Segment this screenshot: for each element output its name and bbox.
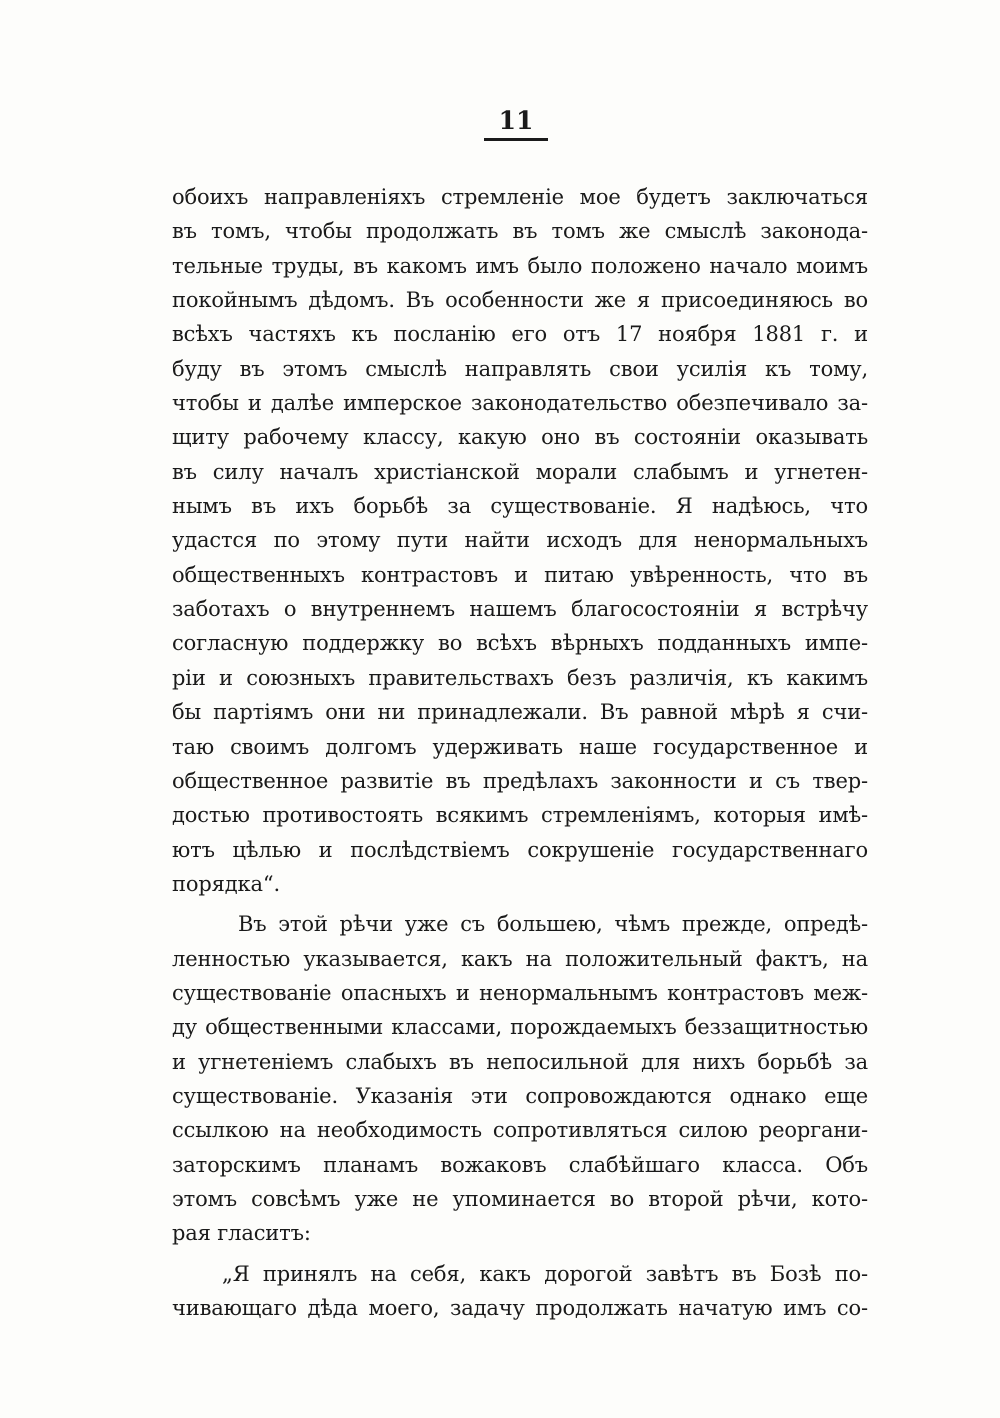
text-line: чтобы и далѣе имперское законодательство обезпечивало за- [172, 391, 868, 416]
text-line: Въ этой рѣчи уже съ большею, чѣмъ прежде, опредѣ- [238, 912, 868, 937]
page-number-underline [484, 138, 548, 141]
paragraph-1 [172, 180, 868, 901]
text-line: бы партіямъ они ни принадлежали. Въ равной мѣрѣ я счи- [172, 700, 868, 725]
text-line: покойнымъ дѣдомъ. Въ особенности же я присоединяюсь во [172, 288, 868, 313]
text-line: тельные труды, въ какомъ имъ было положено начало моимъ [172, 253, 868, 278]
text-line: въ силу началъ христіанской морали слабымъ и угнетен- [172, 459, 868, 484]
text-line: обоихъ направленіяхъ стремленіе мое будетъ заключаться [172, 185, 868, 209]
text-line: заботахъ о внутреннемъ нашемъ благосостояніи я встрѣчу [172, 597, 868, 622]
text-line: чивающаго дѣда моего, задачу продолжать начатую имъ со- [172, 1296, 868, 1320]
text-line: общественныхъ контрастовъ и питаю увѣренность, что въ [172, 562, 868, 587]
text-line: таю своимъ долгомъ удерживать наше государственное и [172, 734, 868, 759]
text-line: достью противостоять всякимъ стремленіямъ, которыя имѣ- [172, 803, 868, 828]
text-line: заторскимъ планамъ вожаковъ слабѣйшаго класса. Объ [172, 1152, 868, 1177]
text-line: ссылкою на необходимость сопротивляться силою реоргани- [172, 1118, 868, 1143]
text-line: ютъ цѣлью и послѣдствіемъ сокрушеніе государственнаго [172, 837, 868, 862]
text-line: щиту рабочему классу, какую оно въ состояніи оказывать [172, 425, 868, 450]
text-line: всѣхъ частяхъ къ посланію его отъ 17 ноября 1881 г. и [172, 322, 868, 347]
page-number: 11 [498, 106, 534, 135]
text-line: порядка“. [172, 871, 280, 896]
text-line: удастся по этому пути найти исходъ для ненормальныхъ [172, 528, 868, 553]
paragraph-3-quote [172, 1257, 868, 1326]
text-line: существованіе опасныхъ и ненормальнымъ контрастовъ меж- [172, 980, 868, 1005]
text-line: рая гласитъ: [172, 1221, 311, 1246]
text-line: этомъ совсѣмъ уже не упоминается во второй рѣчи, кото- [172, 1186, 868, 1211]
text-line: ду общественными классами, порождаемыхъ беззащитностью [172, 1015, 868, 1040]
text-line: и угнетеніемъ слабыхъ въ непосильной для нихъ борьбѣ за [172, 1049, 868, 1074]
text-line: нымъ въ ихъ борьбѣ за существованіе. Я надѣюсь, что [172, 494, 868, 519]
paragraph-2 [172, 907, 868, 1250]
text-line: въ томъ, чтобы продолжать въ томъ же смыслѣ законода- [172, 219, 868, 244]
text-line: „Я принялъ на себя, какъ дорогой завѣтъ въ Бозѣ по- [222, 1261, 868, 1286]
body-text [172, 180, 868, 1325]
text-line: существованіе. Указанія эти сопровождаются однако еще [172, 1083, 868, 1108]
text-line: общественное развитіе въ предѣлахъ законности и съ твер- [172, 768, 868, 793]
text-line: согласную поддержку во всѣхъ вѣрныхъ подданныхъ импе- [172, 631, 868, 656]
text-line: ріи и союзныхъ правительствахъ безъ различія, къ какимъ [172, 665, 868, 690]
text-line: ленностью указывается, какъ на положительный фактъ, на [172, 946, 868, 971]
text-line: буду въ этомъ смыслѣ направлять свои усилія къ тому, [172, 356, 868, 381]
